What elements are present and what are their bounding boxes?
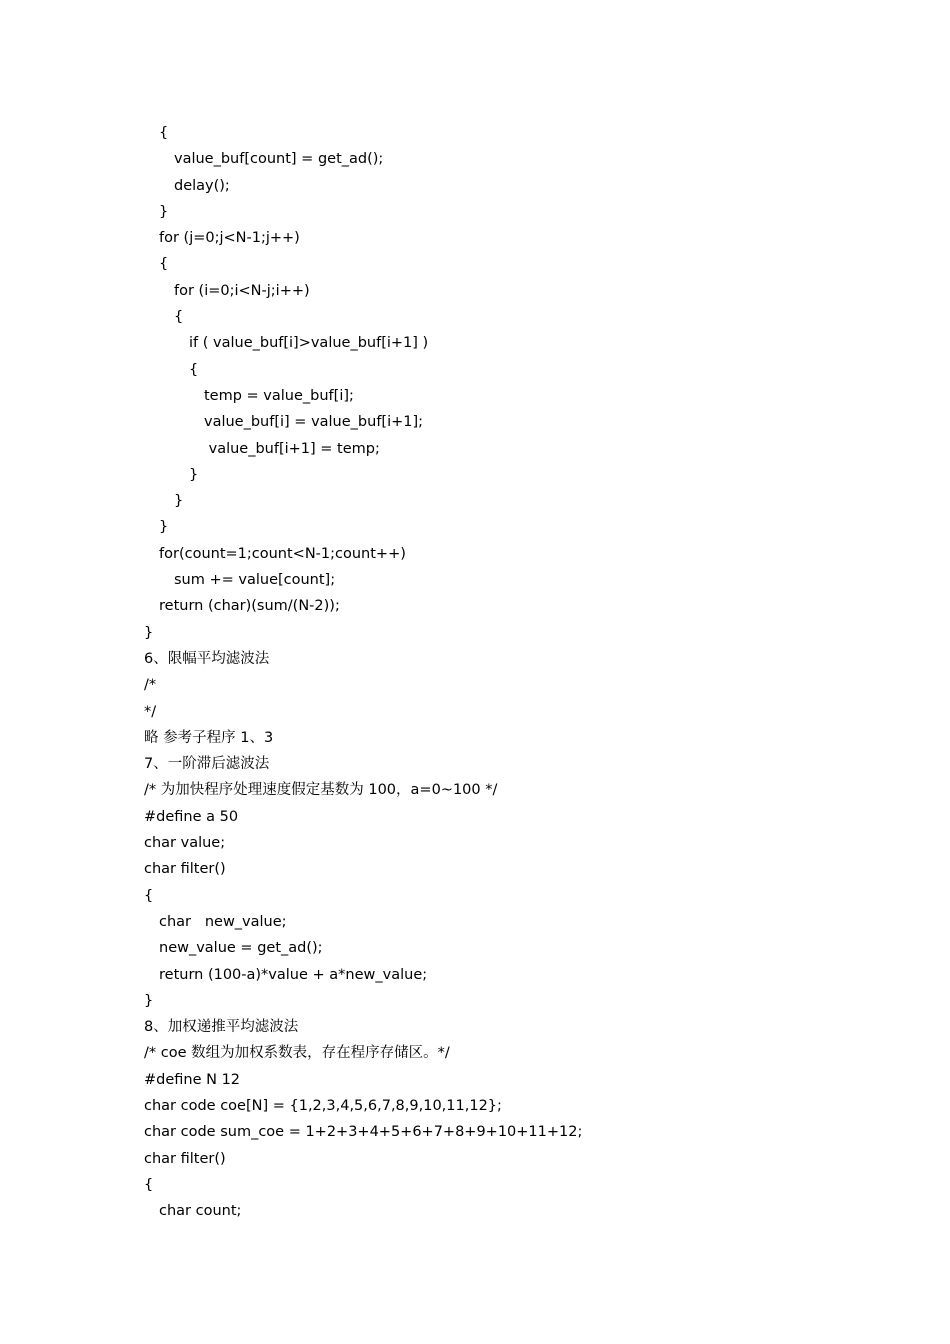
code-line: 略 参考子程序 1、3 (144, 729, 274, 746)
code-line: char code coe[N] = {1,2,3,4,5,6,7,8,9,10,11,12}; (144, 1097, 502, 1114)
code-line: { (144, 887, 154, 904)
code-line: return (100-a)*value + a*new_value; (159, 966, 428, 983)
code-line: char value; (144, 835, 226, 852)
code-line: } (174, 493, 184, 510)
code-line: } (189, 466, 199, 483)
code-line: value_buf[i+1] = temp; (204, 440, 380, 457)
code-line: for (i=0;i<N-j;i++) (174, 282, 310, 299)
code-line: /* 为加快程序处理速度假定基数为 100，a=0~100 */ (144, 782, 498, 799)
code-line: { (159, 125, 169, 141)
code-line: { (189, 361, 199, 378)
code-block (144, 120, 904, 1224)
code-line: new_value = get_ad(); (159, 940, 323, 957)
code-line: { (144, 1176, 154, 1193)
code-line: 7、一阶滞后滤波法 (144, 756, 270, 773)
code-line: } (144, 624, 154, 641)
code-line: sum += value[count]; (174, 572, 336, 589)
code-line: char count; (159, 1203, 242, 1220)
code-line: } (144, 992, 154, 1009)
code-line: return (char)(sum/(N-2)); (159, 598, 340, 615)
code-line: /* (144, 677, 157, 694)
code-line: { (174, 309, 184, 326)
code-line: 8、加权递推平均滤波法 (144, 1019, 299, 1036)
code-line: delay(); (174, 177, 230, 194)
code-line: for(count=1;count<N-1;count++) (159, 545, 406, 562)
code-line: /* coe 数组为加权系数表，存在程序存储区。*/ (144, 1045, 450, 1062)
code-line: { (159, 256, 169, 273)
code-line: char filter() (144, 1150, 226, 1167)
code-line: } (159, 203, 169, 220)
code-line: char filter() (144, 861, 226, 878)
code-line: */ (144, 703, 157, 720)
code-line: char code sum_coe = 1+2+3+4+5+6+7+8+9+10+11+12; (144, 1124, 583, 1141)
code-line: #define a 50 (144, 808, 239, 825)
code-line: value_buf[i] = value_buf[i+1]; (204, 414, 424, 431)
code-line: value_buf[count] = get_ad(); (174, 151, 384, 168)
code-line: char new_value; (159, 913, 287, 930)
code-line: temp = value_buf[i]; (204, 387, 354, 404)
code-line: 6、限幅平均滤波法 (144, 650, 270, 667)
code-line: if ( value_buf[i]>value_buf[i+1] ) (189, 335, 429, 352)
code-line: #define N 12 (144, 1071, 241, 1088)
code-line: } (159, 519, 169, 536)
code-line: for (j=0;j<N-1;j++) (159, 230, 300, 247)
